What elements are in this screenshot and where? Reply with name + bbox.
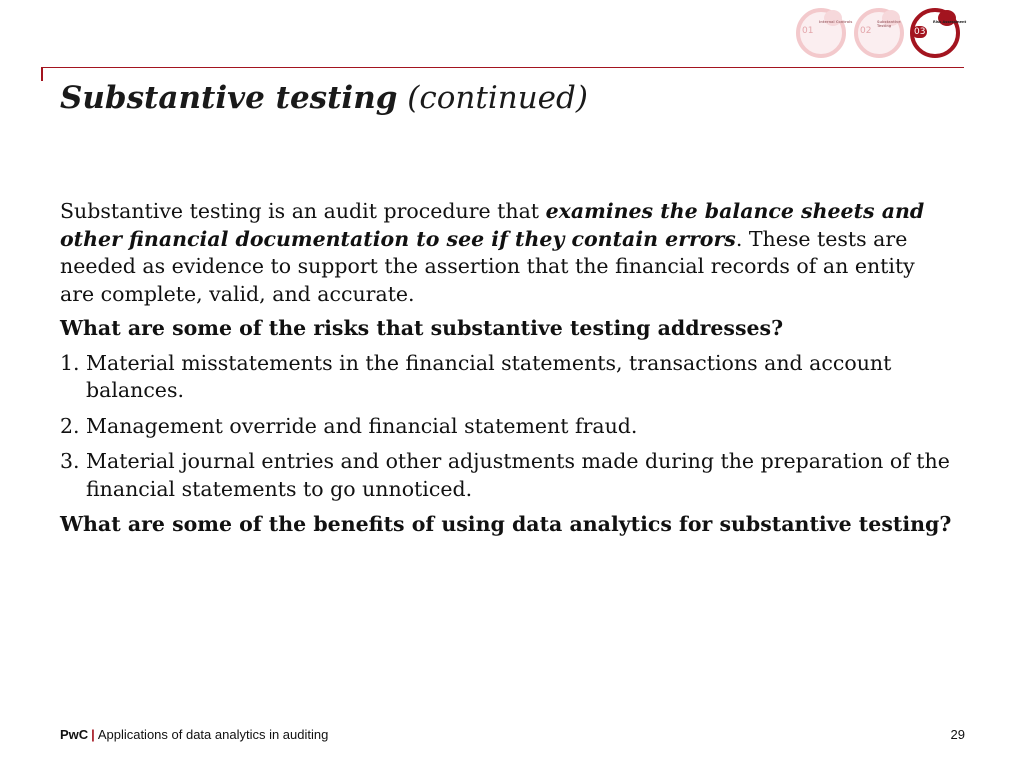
intro-emphasis: examines the balance sheets and other financial documentation to see if they contain errors xyxy=(60,199,925,251)
list-number: 3. xyxy=(60,449,80,473)
list-text: Material journal entries and other adjustments made during the preparation of the financial statements to go unnoticed. xyxy=(86,449,950,501)
process-step-3 xyxy=(910,6,966,62)
process-graphic xyxy=(796,6,1024,62)
list-text: Management override and financial statement fraud. xyxy=(86,413,638,438)
process-step-1 xyxy=(796,6,852,62)
footer-text: Applications of data analytics in auditing xyxy=(97,727,329,742)
intro-text-end: . These tests are needed as evidence to support the assertion that the financial records of an entity are complete, valid, and accurate. xyxy=(60,226,915,306)
process-step-2 xyxy=(854,6,910,62)
step-number: 03 xyxy=(914,27,926,37)
step-text xyxy=(933,20,967,24)
step-title: Internal Controls xyxy=(819,20,853,24)
step-text xyxy=(819,20,853,24)
title-main: Substantive testing xyxy=(60,80,398,116)
step-number: 01 xyxy=(802,26,814,36)
risks-list xyxy=(60,350,955,504)
benefits-question: What are some of the benefits of using data analytics for substantive testing? xyxy=(60,512,952,536)
footer-separator: | xyxy=(91,727,95,742)
list-text: Material misstatements in the financial statements, transactions and account balances. xyxy=(86,350,892,402)
list-number: 2. xyxy=(60,413,80,438)
step-text xyxy=(877,20,911,28)
list-item xyxy=(60,413,955,441)
list-item xyxy=(60,350,955,405)
list-number: 1. xyxy=(60,350,80,375)
title-suffix: (continued) xyxy=(397,80,588,116)
header-rule-tick xyxy=(41,67,43,81)
step-number: 02 xyxy=(860,26,872,36)
risks-question: What are some of the risks that substantive testing addresses? xyxy=(60,316,784,340)
footer xyxy=(60,727,328,742)
slide-body xyxy=(60,198,955,546)
intro-paragraph xyxy=(60,198,955,308)
step-title: Risk Assessment xyxy=(933,20,967,24)
page-number: 29 xyxy=(950,727,965,742)
intro-text-start: Substantive testing is an audit procedure that xyxy=(60,199,546,223)
header-rule xyxy=(42,67,964,68)
footer-brand: PwC xyxy=(60,727,89,742)
step-title: Substantive Testing xyxy=(877,20,901,28)
list-item xyxy=(60,448,955,503)
slide-title xyxy=(60,80,588,116)
